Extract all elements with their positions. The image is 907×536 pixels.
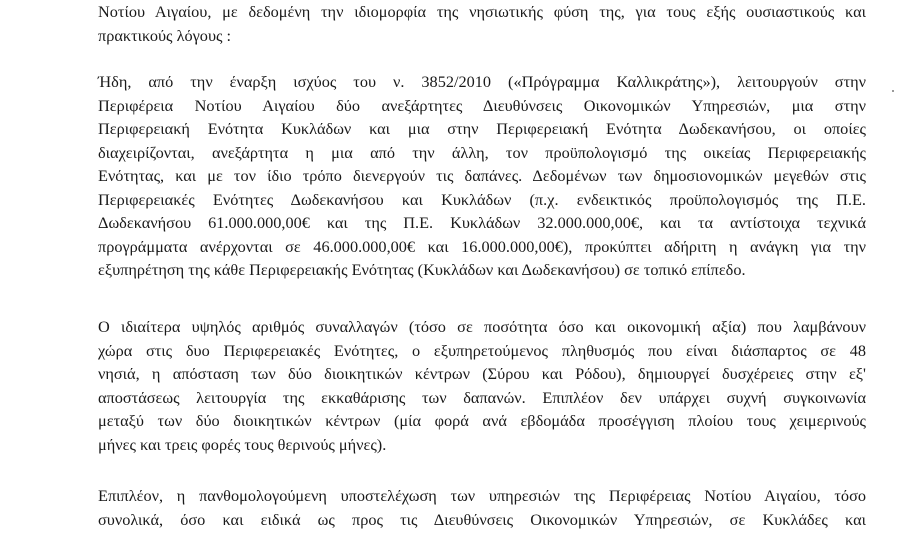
text-line: Ενότητας, και με τον ίδιο τρόπο διενεργούν τις δαπάνες. Δεδομένων των δημοσιονομικών μεγεθών στις [98,166,866,185]
text-line: αποστάσεως λειτουργία της εκκαθάρισης των δαπανών. Επιπλέον δεν υπάρχει συχνή συγκοινωνία [98,387,866,407]
text-line: Περιφερειακή Ενότητα Κυκλάδων και μια στην Περιφερειακή Ενότητα Δωδεκανήσου, οι οποίες [98,119,866,138]
text-line: Περιφέρεια Νοτίου Αιγαίου δύο ανεξάρτητες Διευθύνσεις Οικονομικών Υπηρεσιών, μια στην [98,95,866,115]
text-line: Ο ιδιαίτερα υψηλός αριθμός συναλλαγών (τόσο σε ποσότητα όσο και οικονομική αξία) που λαμβάνουν [98,317,866,336]
paragraph-kallikratis [98,70,866,282]
scan-speck [892,90,894,92]
paragraph-transactions [98,315,866,456]
paragraph-intro [98,0,866,47]
text-line: διαχειρίζονται, ανεξάρτητα η μια από την άλλη, τον προϋπολογισμό της οικείας Περιφερειακής [98,142,866,162]
text-line: Ήδη, από την έναρξη ισχύος του ν. 3852/2010 («Πρόγραμμα Καλλικράτης»), λειτουργούν στην [98,72,866,91]
text-line: πρακτικούς λόγους : [98,25,232,45]
text-line: χώρα στις δυο Περιφερειακές Ενότητες, ο εξυπηρετούμενος πληθυσμός που είναι διάσπαρτος σε 48 [98,340,866,360]
text-line: Περιφερειακές Ενότητες Δωδεκανήσου και Κυκλάδων (π.χ. ενδεικτικός προϋπολογισμός της Π.Ε. [98,189,866,209]
text-line: μεταξύ των δύο διοικητικών κέντρων (μία φορά ανά εβδομάδα προσέγγιση πλοίου τους χειμερινούς [98,411,866,430]
paragraph-understaffing [98,484,866,531]
text-line: Δωδεκανήσου 61.000.000,00€ και της Π.Ε. Κυκλάδων 32.000.000,00€, και τα αντίστοιχα τεχνικά [98,213,866,232]
text-line: νησιά, η απόσταση των δύο διοικητικών κέντρων (Σύρου και Ρόδου), δημιουργεί δυσχέρειες στην εξ' [98,364,866,383]
text-line: μήνες και τρεις φορές τους θερινούς μήνες). [98,434,387,454]
text-line: προγράμματα ανέρχονται σε 46.000.000,00€ και 16.000.000,00€), προκύπτει αδήριτη η ανάγκη για την [98,236,866,256]
text-line: Νοτίου Αιγαίου, με δεδομένη την ιδιομορφία της νησιωτικής φύση της, για τους εξής ουσιαστικούς και [98,2,866,21]
text-line: εξυπηρέτηση της κάθε Περιφερειακής Ενότητας (Κυκλάδων και Δωδεκανήσου) σε τοπικό επίπεδο. [98,260,746,279]
text-line: Επιπλέον, η πανθομολογούμενη υποστελέχωση των υπηρεσιών της Περιφέρειας Νοτίου Αιγαίου, τόσο [98,486,866,505]
text-line: συνολικά, όσο και ειδικά ως προς τις Διευθύνσεις Οικονομικών Υπηρεσιών, σε Κυκλάδες και [98,509,866,529]
